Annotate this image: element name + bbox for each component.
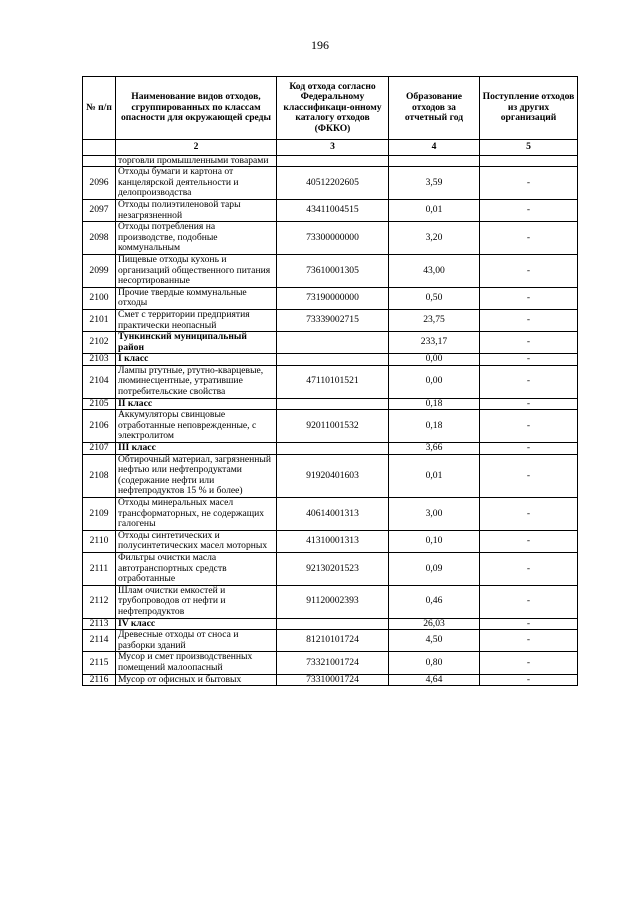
row-number: 2105	[83, 398, 116, 410]
received-amount: -	[480, 674, 578, 686]
generated-amount: 0,46	[389, 585, 480, 618]
fkko-code: 73321001724	[277, 652, 389, 674]
received-amount: -	[480, 332, 578, 354]
waste-name: Отходы потребления на производстве, подобные коммунальным	[116, 222, 277, 255]
waste-name: IV класс	[116, 618, 277, 630]
table-row	[83, 530, 578, 552]
row-number: 2099	[83, 254, 116, 287]
row-number: 2112	[83, 585, 116, 618]
table-row	[83, 365, 578, 398]
table-row	[83, 410, 578, 443]
waste-name: Отходы полиэтиленовой тары незагрязненной	[116, 199, 277, 221]
table-row	[83, 552, 578, 585]
waste-name: торговли промышленными товарами	[116, 155, 277, 167]
fkko-code	[277, 443, 389, 455]
received-amount: -	[480, 585, 578, 618]
column-number: 3	[277, 140, 389, 156]
table-row	[83, 585, 578, 618]
row-number: 2115	[83, 652, 116, 674]
row-number	[83, 155, 116, 167]
row-number: 2107	[83, 443, 116, 455]
fkko-code	[277, 618, 389, 630]
waste-name: Древесные отходы от сноса и разборки зданий	[116, 630, 277, 652]
generated-amount: 3,00	[389, 498, 480, 531]
fkko-code: 47110101521	[277, 365, 389, 398]
received-amount: -	[480, 354, 578, 366]
received-amount: -	[480, 552, 578, 585]
waste-name: Отходы бумаги и картона от канцелярской деятельности и делопроизводства	[116, 167, 277, 200]
waste-name: Тункинский муниципальный район	[116, 332, 277, 354]
table-row	[83, 454, 578, 497]
received-amount: -	[480, 454, 578, 497]
header-num: № п/п	[83, 77, 116, 140]
fkko-code: 81210101724	[277, 630, 389, 652]
fkko-code: 73339002715	[277, 309, 389, 331]
received-amount: -	[480, 167, 578, 200]
table-row	[83, 398, 578, 410]
column-number: 4	[389, 140, 480, 156]
waste-name: Отходы синтетических и полусинтетических масел моторных	[116, 530, 277, 552]
generated-amount: 23,75	[389, 309, 480, 331]
generated-amount: 0,10	[389, 530, 480, 552]
fkko-code: 43411004515	[277, 199, 389, 221]
fkko-code: 40512202605	[277, 167, 389, 200]
table-row	[83, 652, 578, 674]
table-row	[83, 354, 578, 366]
waste-name: III класс	[116, 443, 277, 455]
table-row	[83, 287, 578, 309]
generated-amount: 0,01	[389, 199, 480, 221]
received-amount: -	[480, 365, 578, 398]
waste-name: Обтирочный материал, загрязненный нефтью или нефтепродуктами (содержание нефти или нефтепродуктов 15 % и более)	[116, 454, 277, 497]
header-name: Наименование видов отходов, сгруппированных по классам опасности для окружающей среды	[116, 77, 277, 140]
row-number: 2110	[83, 530, 116, 552]
fkko-code	[277, 354, 389, 366]
generated-amount: 4,64	[389, 674, 480, 686]
received-amount: -	[480, 443, 578, 455]
table-row	[83, 222, 578, 255]
table-body	[83, 155, 578, 686]
fkko-code	[277, 398, 389, 410]
row-number: 2101	[83, 309, 116, 331]
generated-amount: 0,18	[389, 410, 480, 443]
table-row	[83, 199, 578, 221]
fkko-code: 73310001724	[277, 674, 389, 686]
header-generated: Образование отходов за отчетный год	[389, 77, 480, 140]
generated-amount: 3,59	[389, 167, 480, 200]
fkko-code: 73610001305	[277, 254, 389, 287]
row-number: 2104	[83, 365, 116, 398]
received-amount: -	[480, 287, 578, 309]
generated-amount: 0,50	[389, 287, 480, 309]
column-number: 5	[480, 140, 578, 156]
generated-amount: 0,09	[389, 552, 480, 585]
generated-amount: 233,17	[389, 332, 480, 354]
generated-amount: 0,00	[389, 365, 480, 398]
received-amount: -	[480, 630, 578, 652]
page-number: 196	[311, 38, 329, 52]
received-amount: -	[480, 309, 578, 331]
column-number: 2	[116, 140, 277, 156]
waste-name: Шлам очистки емкостей и трубопроводов от нефти и нефтепродуктов	[116, 585, 277, 618]
generated-amount: 4,50	[389, 630, 480, 652]
row-number: 2114	[83, 630, 116, 652]
row-number: 2109	[83, 498, 116, 531]
generated-amount	[389, 155, 480, 167]
row-number: 2096	[83, 167, 116, 200]
fkko-code	[277, 155, 389, 167]
waste-table	[82, 76, 578, 686]
fkko-code: 91920401603	[277, 454, 389, 497]
fkko-code: 92011001532	[277, 410, 389, 443]
row-number: 2103	[83, 354, 116, 366]
waste-name: Мусор от офисных и бытовых	[116, 674, 277, 686]
generated-amount: 3,20	[389, 222, 480, 255]
waste-name: Фильтры очистки масла автотранспортных средств отработанные	[116, 552, 277, 585]
waste-name: Аккумуляторы свинцовые отработанные неповрежденные, с электролитом	[116, 410, 277, 443]
received-amount: -	[480, 652, 578, 674]
received-amount: -	[480, 618, 578, 630]
table-row	[83, 254, 578, 287]
table-row	[83, 309, 578, 331]
row-number: 2106	[83, 410, 116, 443]
row-number: 2108	[83, 454, 116, 497]
generated-amount: 0,18	[389, 398, 480, 410]
row-number: 2102	[83, 332, 116, 354]
received-amount	[480, 155, 578, 167]
table-row	[83, 167, 578, 200]
received-amount: -	[480, 222, 578, 255]
received-amount: -	[480, 254, 578, 287]
fkko-code: 92130201523	[277, 552, 389, 585]
received-amount: -	[480, 530, 578, 552]
column-number	[83, 140, 116, 156]
fkko-code	[277, 332, 389, 354]
waste-name: Пищевые отходы кухонь и организаций общественного питания несортированные	[116, 254, 277, 287]
generated-amount: 43,00	[389, 254, 480, 287]
fkko-code: 41310001313	[277, 530, 389, 552]
row-number: 2100	[83, 287, 116, 309]
generated-amount: 0,01	[389, 454, 480, 497]
row-number: 2098	[83, 222, 116, 255]
header-code: Код отхода согласно Федеральному классификаци-онному каталогу отходов (ФККО)	[277, 77, 389, 140]
fkko-code: 73190000000	[277, 287, 389, 309]
row-number: 2116	[83, 674, 116, 686]
table-row	[83, 332, 578, 354]
table-row	[83, 618, 578, 630]
received-amount: -	[480, 410, 578, 443]
waste-name: Мусор и смет производственных помещений малоопасный	[116, 652, 277, 674]
row-number: 2097	[83, 199, 116, 221]
received-amount: -	[480, 498, 578, 531]
waste-name: Смет с территории предприятия практически неопасный	[116, 309, 277, 331]
generated-amount: 26,03	[389, 618, 480, 630]
table-row	[83, 498, 578, 531]
generated-amount: 0,80	[389, 652, 480, 674]
table-row	[83, 630, 578, 652]
table-row	[83, 155, 578, 167]
header-received: Поступление отходов из других организаций	[480, 77, 578, 140]
row-number: 2113	[83, 618, 116, 630]
table-row	[83, 674, 578, 686]
generated-amount: 3,66	[389, 443, 480, 455]
row-number: 2111	[83, 552, 116, 585]
table-row	[83, 443, 578, 455]
column-number-row	[83, 140, 578, 156]
received-amount: -	[480, 199, 578, 221]
waste-name: Отходы минеральных масел трансформаторных, не содержащих галогены	[116, 498, 277, 531]
received-amount: -	[480, 398, 578, 410]
generated-amount: 0,00	[389, 354, 480, 366]
waste-name: II класс	[116, 398, 277, 410]
fkko-code: 73300000000	[277, 222, 389, 255]
waste-name: Прочие твердые коммунальные отходы	[116, 287, 277, 309]
table-header-row	[83, 77, 578, 140]
waste-name: Лампы ртутные, ртутно-кварцевые, люминесцентные, утратившие потребительские свойства	[116, 365, 277, 398]
fkko-code: 40614001313	[277, 498, 389, 531]
waste-name: I класс	[116, 354, 277, 366]
fkko-code: 91120002393	[277, 585, 389, 618]
